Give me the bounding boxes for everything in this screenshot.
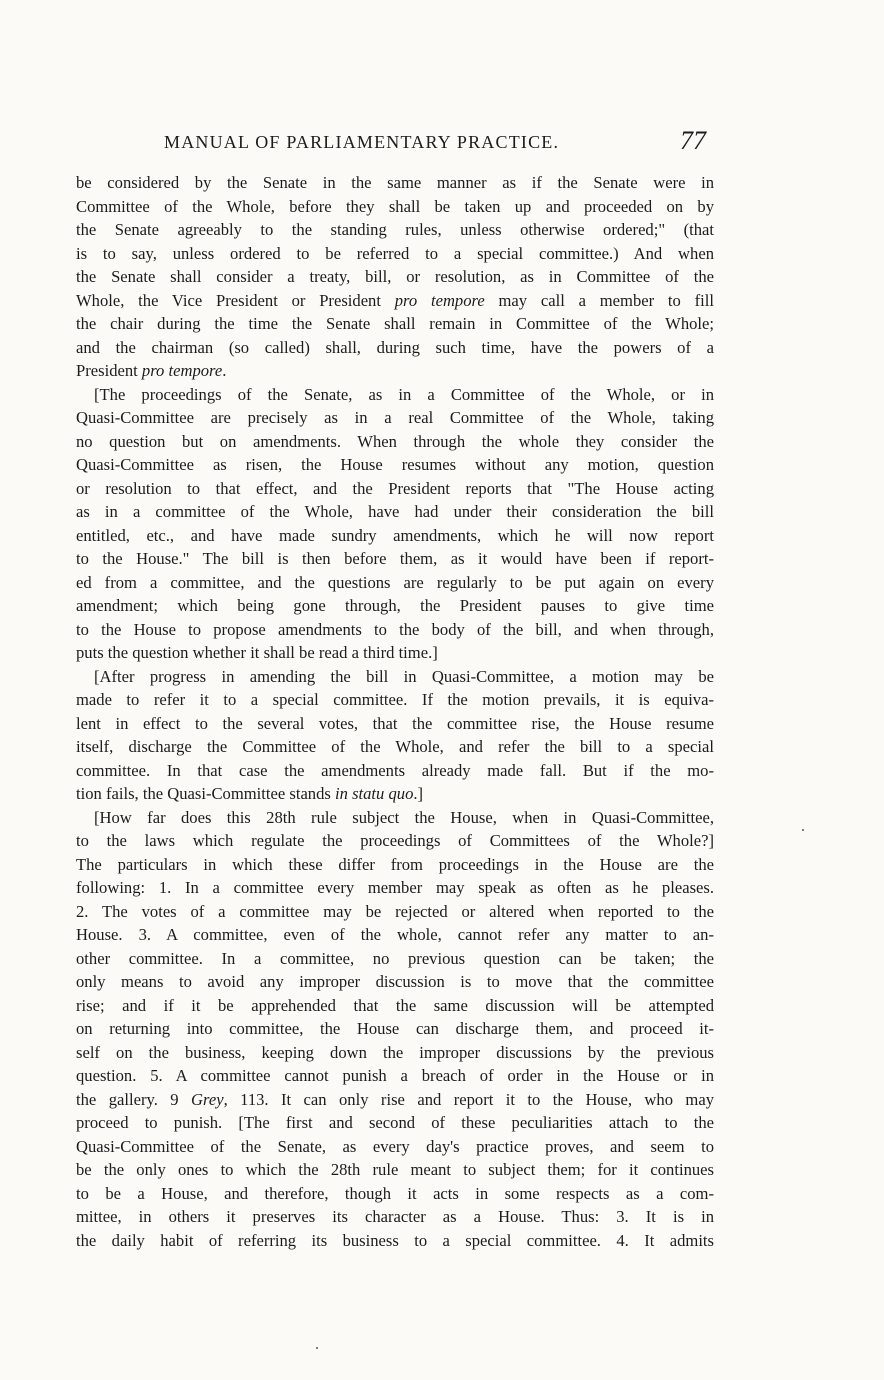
text-line: lent in effect to the several votes, that the committee rise, the House resume xyxy=(76,713,714,733)
text-line: to the House." The bill is then before them, as it would have been if report- xyxy=(76,549,714,568)
text-line: is to say, unless ordered to be referred to a special committee.) And when xyxy=(76,243,714,263)
text-line: only means to avoid any improper discussion is to move that the committee xyxy=(76,972,714,991)
text-line: other committee. In a committee, no previous question can be taken; the xyxy=(76,948,714,968)
text-line: be considered by the Senate in the same manner as if the Senate were in xyxy=(76,173,714,192)
text-line: Committee of the Whole, before they shall be taken up and proceeded on by xyxy=(76,196,714,216)
text-line: the chair during the time the Senate shall remain in Committee of the Whole; xyxy=(76,314,714,333)
text-line: itself, discharge the Committee of the Whole, and refer the bill to a special xyxy=(76,737,714,756)
ink-speck xyxy=(802,829,804,831)
text-line: mittee, in others it preserves its character as a House. Thus: 3. It is in xyxy=(76,1207,714,1226)
text-line: [How far does this 28th rule subject the House, when in Quasi-Committee, xyxy=(94,807,714,827)
text-line: to the laws which regulate the proceedings of Committees of the Whole?] xyxy=(76,831,714,850)
running-head xyxy=(76,128,716,158)
text-line: self on the business, keeping down the improper discussions by the previous xyxy=(76,1042,714,1062)
text-line: 2. The votes of a committee may be rejected or altered when reported to the xyxy=(76,901,714,921)
text-line: the gallery. 9 Grey, 113. It can only rise and report it to the House, who may xyxy=(76,1089,714,1109)
text-line: proceed to punish. [The first and second of these peculiarities attach to the xyxy=(76,1113,714,1132)
text-line: The particulars in which these differ from proceedings in the House are the xyxy=(76,854,714,874)
text-line: question. 5. A committee cannot punish a breach of order in the House or in xyxy=(76,1066,714,1085)
text-line: [The proceedings of the Senate, as in a Committee of the Whole, or in xyxy=(94,384,714,404)
text-line: tion fails, the Quasi-Committee stands in statu quo.] xyxy=(76,784,424,803)
text-line: made to refer it to a special committee. If the motion prevails, it is equiva- xyxy=(76,690,714,709)
text-line: following: 1. In a committee every member may speak as often as he pleases. xyxy=(76,878,714,897)
text-line: Quasi-Committee are precisely as in a real Committee of the Whole, taking xyxy=(76,408,714,427)
text-line: and the chairman (so called) shall, during such time, have the powers of a xyxy=(76,337,714,357)
text-line: to the House to propose amendments to the body of the bill, and when through, xyxy=(76,619,714,639)
text-line: the Senate agreeably to the standing rules, unless otherwise ordered;" (that xyxy=(76,220,714,239)
text-line: House. 3. A committee, even of the whole, cannot refer any matter to an- xyxy=(76,925,714,944)
text-line: Quasi-Committee as risen, the House resumes without any motion, question xyxy=(76,455,714,474)
text-line: the Senate shall consider a treaty, bill, or resolution, as in Committee of the xyxy=(76,267,714,286)
body-text xyxy=(76,171,714,1252)
text-line: no question but on amendments. When through the whole they consider the xyxy=(76,431,714,451)
text-line: to be a House, and therefore, though it acts in some respects as a com- xyxy=(76,1183,714,1203)
text-line: or resolution to that effect, and the President reports that "The House acting xyxy=(76,478,714,498)
text-line: President pro tempore. xyxy=(76,361,227,380)
text-line: puts the question whether it shall be read a third time.] xyxy=(76,643,438,662)
page-number: 77 xyxy=(680,126,706,155)
text-line: on returning into committee, the House can discharge them, and proceed it- xyxy=(76,1019,714,1038)
text-line: [After progress in amending the bill in Quasi-Committee, a motion may be xyxy=(94,666,714,686)
running-title: MANUAL OF PARLIAMENTARY PRACTICE. xyxy=(164,132,560,152)
ink-speck xyxy=(316,1347,318,1349)
text-line: committee. In that case the amendments already made fall. But if the mo- xyxy=(76,760,714,780)
text-line: Whole, the Vice President or President pro tempore may call a member to fill xyxy=(76,290,714,310)
text-line: be the only ones to which the 28th rule meant to subject them; for it continues xyxy=(76,1160,714,1179)
text-line: the daily habit of referring its business to a special committee. 4. It admits xyxy=(76,1230,714,1250)
text-line: amendment; which being gone through, the President pauses to give time xyxy=(76,596,714,615)
text-line: ed from a committee, and the questions are regularly to be put again on every xyxy=(76,572,714,592)
text-line: Quasi-Committee of the Senate, as every day's practice proves, and seem to xyxy=(76,1136,714,1156)
text-line: as in a committee of the Whole, have had under their consideration the bill xyxy=(76,502,714,521)
text-line: entitled, etc., and have made sundry amendments, which he will now report xyxy=(76,525,714,545)
text-line: rise; and if it be apprehended that the same discussion will be attempted xyxy=(76,995,714,1015)
